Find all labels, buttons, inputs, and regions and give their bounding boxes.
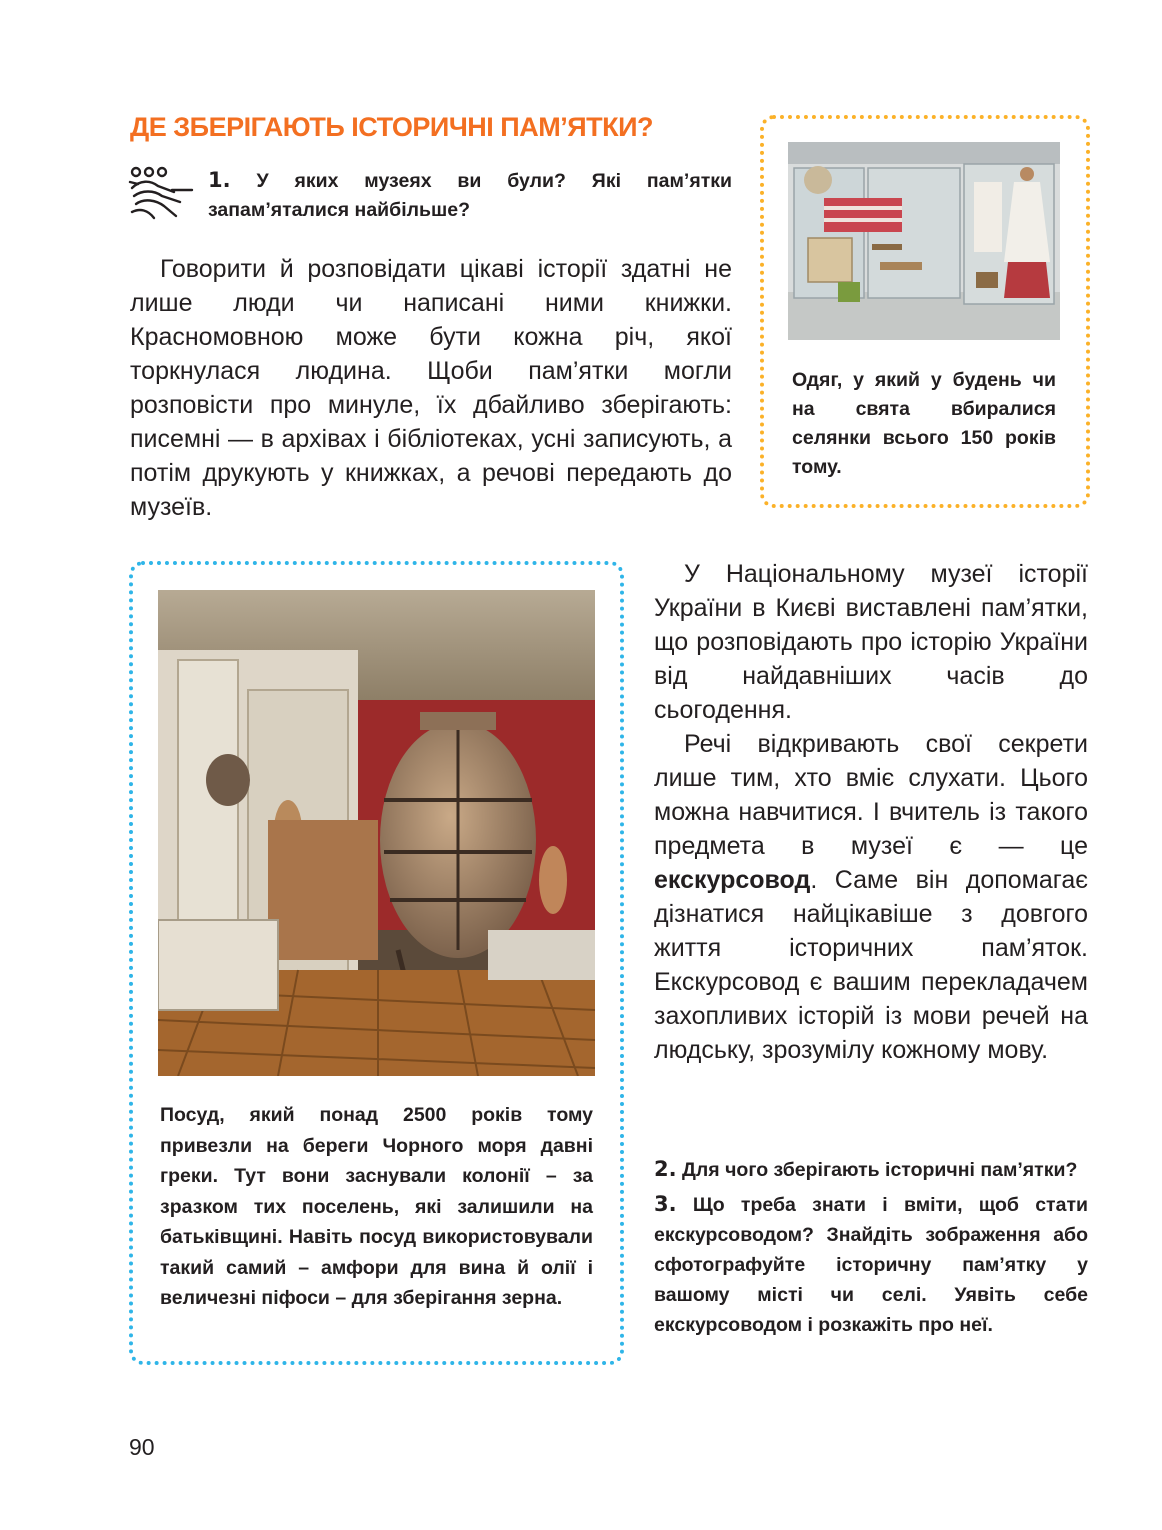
question-2-number: 2.	[654, 1157, 677, 1181]
page-title: ДЕ ЗБЕРІГАЮТЬ ІСТОРИЧНІ ПАМ’ЯТКИ?	[130, 112, 653, 142]
question-3	[654, 1189, 1088, 1340]
pair-work-icon	[128, 166, 194, 224]
question-2-text: Для чого зберігають історичні пам’ятки?	[682, 1159, 1078, 1181]
clothing-figure-caption: Одяг, у який у будень чи на свята вбиралися селянки всього 150 років тому.	[792, 369, 1056, 478]
page-number: 90	[129, 1434, 155, 1460]
key-term-guide: екскурсовод	[654, 866, 811, 894]
museum-paragraph-2-start: Речі відкривають свої секрети лише тим, хто вміє слухати. Цього можна навчитися. І вчитель із такого предмета в музеї є — це	[654, 730, 1088, 860]
question-3-number: 3.	[654, 1192, 677, 1216]
amphora-figure-caption: Посуд, який понад 2500 років тому привезли на береги Чорного моря давні греки. Тут вони заснували колонії – за зразком тих поселень, які залишили на батьківщині. Навіть посуд використовували такий самий – амфори для вина й олії і величезні піфоси – для зберігання зерна.	[160, 1104, 593, 1309]
question-1-number: 1.	[208, 168, 231, 192]
question-1-text: У яких музеях ви були? Які пам’ятки запам’яталися найбільше?	[208, 170, 732, 221]
question-1	[128, 166, 732, 226]
museum-text	[654, 557, 1088, 1067]
intro-paragraph: Говорити й розповідати цікаві історії здатні не лише люди чи написані ними книжки. Красномовною може бути кожна річ, якої торкнулася людина. Щоби пам’ятки могли розповісти про минуле, їх дбайливо зберігають: писемні — в архівах і бібліотеках, усні записують, а потім друкують у книжках, а речові передають до музеїв.	[130, 255, 732, 521]
question-2	[654, 1154, 1088, 1185]
clothing-exhibit-photo	[788, 142, 1060, 340]
museum-paragraph-2	[654, 727, 1088, 1067]
questions-block	[654, 1154, 1088, 1344]
museum-paragraph-1: У Національному музеї історії України в Києві виставлені пам’ятки, що розповідають про історію України від найдавніших часів до сьогодення.	[654, 560, 1088, 724]
question-3-text: Що треба знати і вміти, щоб стати екскурсоводом? Знайдіть зображення або сфотографуйте історичну пам’ятку у вашому місті чи селі. Уявіть себе екскурсоводом і розкажіть про неї.	[654, 1194, 1088, 1336]
museum-paragraph-2-end: . Саме він допомагає дізнатися найцікавіше з довгого життя історичних пам’яток. Екскурсовод є вашим перекладачем захопливих історій із мови речей на людську, зрозумілу кожному мову.	[654, 866, 1088, 1064]
amphora-exhibit-photo	[158, 590, 595, 1076]
